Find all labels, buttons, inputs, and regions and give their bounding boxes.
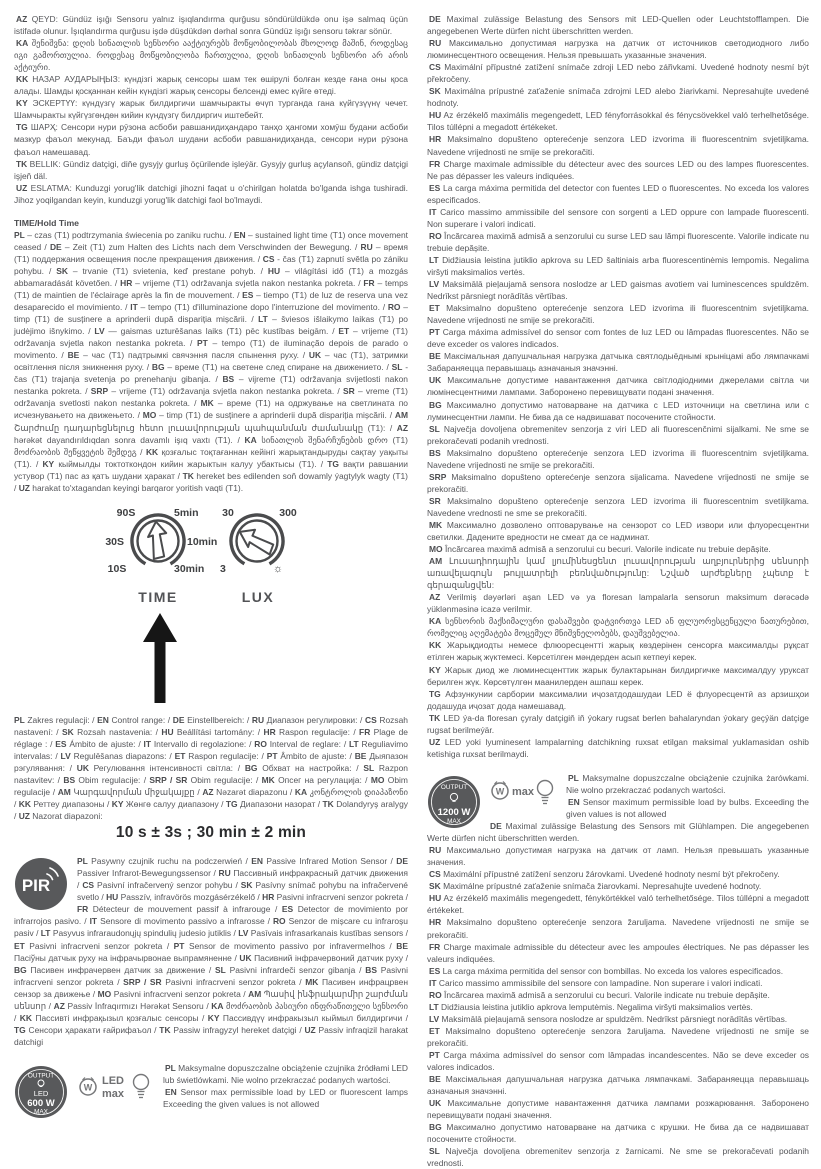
lang-paragraph-de: DE Maximal zulässige Belastung des Sensors mit LED-Quellen oder Leuchtstofflampen. Die angegebenen Werte dürfen nicht überschritten werden.: [427, 14, 809, 37]
lang-paragraph-uk: UK Максимальне допустиме навантаження датчика лампами розжарювання. Заборонено перевищувати подані значення.: [427, 1098, 809, 1121]
output-1200w-max-badge: [427, 775, 481, 829]
lang-paragraph-et: ET Maksimalno dopušteno opterećenje senzora LED izvorima ili fluorescentnim svjetiljkama. Navedene vrijednosti ne smije se prekoračiti.: [427, 303, 809, 326]
time-dial-caption: TIME: [138, 588, 178, 605]
time-dial-drawing: [126, 509, 190, 573]
lang-paragraph-it: IT Carico massimo ammissibile del sensore con sorgenti a LED oppure con lampade fluorescenti. Non superare i valori indicati.: [427, 206, 809, 229]
lang-paragraph-de: DE Maximal zulässige Belastung des Sensors mit Glühlampen. Die angegebenen Werte dürfen nicht überschritten werden.: [427, 821, 809, 844]
led-text: LED: [102, 1074, 124, 1087]
lang-paragraph-srp: SRP Maksimalno dopušteno opterećenje senzora sijalicama. Navedene vrijednosti ne smije se prekoračiti.: [427, 471, 809, 494]
lang-paragraph-uz: UZ ESLATMA: Kunduzgi yorug'lik datchigi jihozni faqat u o'chirilgan holatda bo'lganda ishga tushiradi. Jihoz yoqilgandan keyin, kunduzgi yorug'lik datchigi faol bo'lmaydi.: [14, 182, 408, 205]
lang-paragraph-lt: LT Didžiausia leistina jutiklio apkrova su LED šaltiniais arba fluorescentinėmis lempomis. Negalima viršyti maksimalios vertės.: [427, 254, 809, 277]
pir-icon-label: PIR: [21, 876, 51, 896]
lang-paragraph-tk: TK BELLIK: Gündiz datçigi, diňe gysyjy gurluş öçürilende işleýär. Gysyjy gurluş açylansoň, gündiz datçigi işjeň däl.: [14, 158, 408, 181]
lang-paragraph-ka: KA სენსორის მაქსიმალური დასაშვები დატვირთვა LED ან ფლუორესცენცული ნათურებით, რომელიც აღემატება მოცემულ მნიშვნელობებს, დაუშვებელია.: [427, 616, 809, 639]
right-column: [427, 13, 809, 1169]
lang-paragraph-ru: RU Максимально допустимая нагрузка на датчик от источников светодиодного либо люминесцентного освещения. Нельзя превышать указанные значения.: [427, 38, 809, 61]
lang-paragraph-et: ET Maksimalno dopušteno opterećenje senzora žaruljama. Navedene vrijednosti ne smije se prekoračiti.: [427, 1025, 809, 1048]
lux-dial-label-300: 300: [279, 506, 297, 519]
badge-output-text: OUTPUT: [27, 1072, 55, 1080]
lang-paragraph-pl: PL Maksymalne dopuszczalne obciążenie czujnika żarówkami. Nie wolno przekraczać podanych wartości.: [566, 772, 809, 795]
lang-paragraph-bg: BG Максимално допустимо натоварване на датчика с LED източници на светлина или с луминесцентни лампи. Не бива да се надвишават посочените стойности.: [427, 399, 809, 422]
lang-paragraph-en: EN Sensor maximum permissible load by bulbs. Exceeding the given values is not allowed: [566, 797, 809, 820]
lang-paragraph-kk: KK Жарықдиодты немесе флюоресцентті жарық көздерінен сенсорға максималды рұқсат етілген жарық жүктемесі. Көрсетілген мәндерден асып кетпеуі керек.: [427, 640, 809, 663]
watt-circle-glyph: W: [495, 786, 505, 797]
lang-paragraph-ro: RO Încărcarea maximă admisă a senzorului cu becuri. Valorile indicate nu trebuie depășite.: [429, 989, 770, 1000]
lang-paragraph-kk: KK НАЗАР АУДАРЫҢЫЗ: күндізгі жарық сенсоры шам тек өшірулі болған кезде ғана оны қоса алады. Шамды қосқаннан кейін күндізгі жарық сенсоры белсенді емес күйге өтеді.: [14, 74, 408, 97]
lang-paragraph-ru: RU Максимально допустимая нагрузка на датчик от ламп. Нельзя превышать указанные значения.: [427, 845, 809, 868]
bulb-max-wattage-symbol: [491, 778, 557, 813]
control-range-value: 10 s ± 3s ; 30 min ± 2 min: [115, 824, 307, 842]
time-dial-label-5min: 5min: [174, 506, 199, 519]
daylight-sensor-notes: [14, 13, 408, 206]
incandescent-bulb-icon: [538, 780, 553, 795]
lux-dial-label-3: 3: [220, 562, 226, 575]
lang-paragraph-sl: SL Največja dovoljena obremenitev senzorja z viri LED ali fluorescenčnimi sijalkami. Ne sme se prekoračevati podanih vrednosti.: [427, 423, 809, 446]
left-column: [14, 13, 408, 1169]
lang-paragraph-sk: SK Maximálne prípustné zaťaženie snímača žiarovkami. Nepresahujte uvedené hodnoty.: [429, 881, 762, 892]
lang-paragraph-ky: KY Жарык диод же люминесценттик жарык булактарынан билдиргичке максималдуу уруксат берилген жүк. Көрсөтүлгөн маанилерден ашпаш керек.: [427, 664, 809, 687]
lang-paragraph-lv: LV Maksimālā pieļaujamā sensora noslodze ar spuldzēm. Nedrīkst pārsniegt norādītās vērtības.: [429, 1013, 788, 1024]
led-load-text: [14, 1062, 408, 1110]
lang-paragraph-pt: PT Carga máxima admissível do sensor com lâmpadas incandescentes. Não se deve exceder os valores indicados.: [427, 1049, 809, 1073]
badge-600w-text: 600 W: [27, 1097, 55, 1109]
lang-paragraph-sl: SL Največja dovoljena obremenitev senzorja z žarnicami. Ne sme se prekoračevati podanih vrednosti.: [427, 1146, 809, 1169]
lang-paragraph-en: EN Sensor max permissible load by LED or fluorescent lamps Exceeding the given values is not allowed: [163, 1087, 408, 1110]
pir-section: [14, 855, 408, 1048]
lang-paragraph-uk: UK Максимальне допустиме навантаження датчика світлодіодними джерелами світла чи люмінесцентними лампами. Заборонено перевищувати подані значення.: [427, 375, 809, 398]
lang-paragraph-pl: PL Maksymalne dopuszczalne obciążenie czujnika źródłami LED lub świetlówkami. Nie wolno przekraczać podanych wartości.: [163, 1062, 408, 1085]
lang-paragraph-bg: BG Максимално допустимо натоварване на датчика с крушки. Не бива да се надвишават посочените стойности.: [427, 1122, 809, 1145]
led-load-section: [14, 1062, 408, 1116]
lang-paragraph-tg: TG Афзункунии сарбории максималии иҷозатдодашудаи LED ё флуоресцентӣ аз арзишҳои додашуда иҷозат дода намешавад.: [427, 688, 809, 711]
led-max-wattage-symbol: [78, 1068, 154, 1111]
time-heading-text: TIME/Hold Time: [14, 217, 79, 228]
lang-paragraph-sk: SK Maximálna prípustné zaťaženie snímača zdrojmi LED alebo žiarivkami. Nepresahujte uvedené hodnoty.: [427, 86, 809, 109]
time-dial-label-30min: 30min: [174, 562, 205, 575]
lang-paragraph-es: ES La carga máxima permitida del sensor con bombillas. No exceda los valores especificados.: [429, 965, 784, 976]
lang-paragraph-fr: FR Charge maximale admissible du détecteur avec des sources LED ou des lampes fluorescentes. Ne pas dépasser les valeurs indiquées.: [427, 158, 809, 181]
time-section-heading: [14, 217, 408, 229]
output-led-600w-max-badge: [14, 1065, 68, 1119]
pir-sensor-icon: [14, 857, 68, 911]
lang-paragraph-hu: HU Az érzékelő maximális megengedett, fénykörtékkel való terhelhetősége. Tilos túllépni a megadott értékeket.: [427, 893, 809, 916]
lang-paragraph-hr: HR Maksimalno dopušteno opterećenje senzora žaruljama. Navedene vrijednosti ne smije se prekoračiti.: [427, 917, 809, 940]
time-dial-label-30s: 30S: [105, 535, 124, 548]
lux-dial-drawing: [225, 509, 289, 573]
badge-max-text: MAX: [34, 1108, 48, 1116]
lang-paragraph-lv: LV Maksimālā pieļaujamā sensora noslodze ar LED gaismas avotiem vai luminescences spuldzēm. Nedrīkst pārsniegt norādītās vērtības.: [427, 279, 809, 302]
pir-definitions-paragraph: PL Pasywny czujnik ruchu na podczerwień / EN Passive Infrared Motion Sensor / DE Passiver Infrarot-Bewegungssensor / RU Пассивный инфракрасный датчик движения / CS Pasivní infračervený senzor pohybu / SK Pasívny snímač pohybu na infračervené svetlo / HU Passzív, infravörös mozgásérzékelő / HR Pasivni infracrveni senzor pokreta / FR Détecteur de mouvement passif à infrarouge / ES Detector de movimiento por infrarrojos pasivo. / IT Sensore di movimento passivo a infrarosse / RO Senzor de mișcare cu infraroșu pasiv / LT Pasyvus infraraudonųjų spindulių judesio jutiklis / LV Pasīvais infrasarkanais kustības sensors / ET Pasivni infracrveni senzor pokreta / PT Sensor de movimento passivo por infravermelhos / BE Пасіўны датчык руху на інфрачырвонае выпрамяненне / UK Пасивний інфрачервоний датчик руху / BG Пасивен инфрачервен датчик за движение / SL Pasivni infrardeči senzor gibanja / BS Pasivni infracrveni senzor pokreta / SRP / SR Pasivni infracrveni senzor pokreta / MK Пасивен инфрацрвен сензор за движење / MO Pasivni infracrveni senzor pokreta / AM Պասիվ ինֆրակարմիր շարժման սենսոր / AZ Passiv İnfraqırmızı Hərəkət Sensoru / KA მოძრაობის პასიური ინფრაწითელი სენსორი / KK Пассивті инфрақызыл қозғалыс сенсоры / KY Пассивдүү инфракызыл кыймыл билдиргичи / TG Сенсори ҳаракати ғайрифаъол / TK Passiw infragyzyl hereket datçigi / UZ Passiv infraqizil harakat datchigi: [14, 856, 408, 1047]
lang-paragraph-tg: TG ШАРҲ: Сенсори нури рӯзона асбоби равшанидиҳандаро танҳо ҳангоми хомӯш будани асбоби мазкур фаъол мекунад. Баъди фаъол шудани асбоби равшанидиҳанда, сенсори нури рӯзона фаъол намешавад.: [14, 122, 408, 157]
max-text: max: [512, 785, 535, 798]
max-text: max: [102, 1087, 125, 1100]
lang-paragraph-cs: CS Maximální přípustné zatížení snímače zdroji LED nebo zářivkami. Uvedené hodnoty nesmí být překročeny.: [427, 62, 809, 85]
time-dial-knob: [126, 509, 190, 573]
time-dial-label-10s: 10S: [107, 562, 127, 575]
sun-icon: ☼: [272, 562, 284, 575]
lang-paragraph-az: AZ QEYD: Gündüz işığı Sensoru yalnız işıqlandırma qurğusu söndürüldükdə onu işə salmaq üçün istifadə olunur. İşıqlandırma qurğusu işdə düşdükdən dərhal sonra Gündüz işığı sensoru təkrar sönür.: [14, 14, 408, 37]
lang-paragraph-ro: RO Încărcarea maximă admisă a senzorului cu surse LED sau lămpi fluorescente. Valorile indicate nu trebuie depășite.: [427, 230, 809, 253]
lang-paragraph-sr: SR Maksimalno dopušteno opterećenje senzora LED izvorima ili fluorescentnim svetiljkama. Navedene vrednosti ne sme se prekoračiti.: [427, 495, 809, 518]
lang-paragraph-ka: KA შენიშვნა: დღის სინათლის სენსორი ააქტიურებს მოწყობილობას მხოლოდ მაშინ, როდესაც იგი გამორთულია. როდესაც მოწყობილობა ჩართულია, დღის სინათლის სენსორი არ არის აქტიური.: [14, 38, 408, 73]
lang-paragraph-bs: BS Maksimalno dopušteno opterećenje senzora LED izvorima ili fluorescentnim svjetiljkama. Navedene vrijednosti ne smije se prekoračiti.: [427, 447, 809, 470]
lang-paragraph-lt: LT Didžiausia leistina jutiklio apkrova lemputėmis. Negalima viršyti maksimalios vertės.: [429, 1001, 753, 1012]
badge-max-text: MAX: [447, 817, 461, 825]
bulb-load-section: [427, 772, 809, 1169]
lang-paragraph-az: AZ Verilmiş dəyərləri aşan LED və ya floresan lampalarla sensorun maksimum dərəcədə yüklənməsinə icazə verilmir.: [427, 592, 809, 615]
lang-paragraph-tk: TK LED ýa-da floresan çyraly datçigiň iň ýokary rugsat berlen bahalaryndan ýokary geçýän datçige rugsat berilmeýär.: [427, 712, 809, 735]
control-range-paragraph: PL Zakres regulacji: / EN Control range: / DE Einstellbereich: / RU Диапазон регулировки: / CS Rozsah nastavení: / SK Rozsah nastavenia: / HU Beállítási tartomány: / HR Raspon regulacije: / FR Plage de réglage : / ES Ámbito de ajuste: / IT Intervallo di regolazione: / RO Interval de reglare: / LT Reguliavimo intervalas: / LV Regulēšanas diapazons: / ET Raspon regulacije: / PT Âmbito de ajuste: / BE Дыяпазон рэгулявання: / UK Регулювання інтенсивності світла: / BG Обхват на настройка: / SL Razpon nastavitev: / BS Obim regulacije: / SRP / SR Obim regulacije: / MK Опсег на регулација: / MO Obim regulacije / AM Կարգավորման միջակայքը / AZ Nəzarət diapazonu / KA კონტროლის დიაპაზონი / KK Реттеу диапазоны / KY Жөнгө салуу диапазону / TG Диапазони назорат / TK Dolandyryş aralygy / UZ Nazorat diapazoni:: [14, 714, 408, 822]
lang-paragraph-pt: PT Carga máxima admissível do sensor com fontes de luz LED ou lâmpadas fluorescentes. Não se deve exceder os valores indicados.: [427, 327, 809, 350]
lux-dial-caption: LUX: [241, 588, 275, 605]
time-definitions-paragraph: PL – czas (T1) podtrzymania świecenia po zaniku ruchu. / EN – sustained light time (T1) once movement ceased / DE – Zeit (T1) zum Halten des Lichts nach dem Verschwinden der Bewegung. / RU – время (T1) поддержания освещения после прекращения движения. / CS - čas (T1) zapnutí světla po zániku pohybu. / SK – trvanie (T1) svietenia, keď prestane pohyb. / HU – világítási idő (T1) a mozgás abbamaradását követően. / HR – vrijeme (T1) održavanja svjetla nakon nestanka pokreta. / FR – temps (T1) de maintien de l'éclairage après la fin de mouvement. / ES – tiempo (T1) de luz de reserva una vez desaparecido el movimiento. / IT – tempo (T1) d'illuminazione dopo l'interruzione del movimento. / RO – timp (T1) de susținere a aprinderii după dispariția mișcării. / LT – šviesos išlaikymo laikas (T1) po judėjimo išnykimo. / LV — gaismas uzturēšanas laiks (T1) pēc kustības beigām. / ET – vrijeme (T1) održavanja svjetla nakon nestanka pokreta. / PT – tempo (T1) de iluminação depois de parado o movimento. / BE – час (T1) падтрымкі свячэння пасля спынення руху. / UK – час (T1), затримки освітлення після зникнення руху. / BG – време (T1) на светене след спиране на движението. / SL - čas (T1) trajanja svetenja po prenehanju gibanja. / BS – vijreme (T1) održavanja svijetlosti nakon nestanka pokreta. / SRP – vrijeme (T1) održavanja svjetla nakon nestanka pokreta. / SR – vreme (T1) održavanja svetlosti nakon nestanka pokreta. / MK – време (T1) на одржување на светлината по исчезнувањето на движењето. / MO – timp (T1) de susținere a aprinderii după dispariția mișcării. / AM Շարժումը դադարեցնելուց հետո լուսավորության պահպանման ժամանակը (T1): / AZ hərəkət dayandırıldıqdan sonra davamlı işıq vaxtı (T1). / KA სინათლის შენარჩუნების დრო (T1) მოძრაობის შეწყვეტის შემდეგ / KK қозғалыс тоқтағаннан кейінгі жарықтандыруды сақтау уақыты (T1). / KY кыймылды токтоткондон кийин жарыктын калуу убактысы (T1). / TG вақти равшании устувор (T1) пас аз қатъ шудани ҳаракат / TK hereket bes edilenden soň dowamly ýagtylyk wagty (T1) / UZ harakat to'xtagandan keyingi barqaror yoritish vaqti (T1).: [14, 229, 408, 493]
badge-led-text: LED: [33, 1088, 49, 1098]
time-dial-label-10min: 10min: [187, 535, 218, 548]
watt-circle-glyph: W: [83, 1082, 93, 1093]
time-dial-label-90s: 90S: [116, 506, 136, 519]
led-load-translations: [427, 13, 809, 760]
lang-paragraph-am: AM Լուսադիոդային կամ լյումինեսցենտ լուսավորության աղբյուրներից սենսորի առավելագույն թույլատրելի բեռնվածությունը: Նշված արժեքները չպետք է գերազանցվեն:: [427, 556, 809, 591]
lang-paragraph-mo: MO Încărcarea maximă admisă a senzorului cu becuri. Valorile indicate nu trebuie depășite.: [429, 544, 771, 555]
lang-paragraph-hu: HU Az érzékelő maximális megengedett, LED fényforrásokkal és fénycsövekkel való terhelhetősége. Tilos túllépni a megadott értékeket.: [427, 110, 809, 133]
lang-paragraph-es: ES La carga máxima permitida del detector con fuentes LED o fluorescentes. No exceda los valores especificados.: [427, 182, 809, 205]
lang-paragraph-mk: MK Максимално дозволено оптоварување на сензорот со LED извори или флуоресцентни светилки. Дадените вредности не смеат да се надминат.: [427, 519, 809, 543]
lang-paragraph-be: BE Максімальная дапушчальная нагрузка датчыка лямпачкамі. Забараняецца перавышаць азначаныя значэнні.: [427, 1074, 809, 1097]
fluorescent-bulb-icon: [134, 1074, 149, 1089]
lux-dial-label-30: 30: [222, 506, 234, 519]
badge-output-text: OUTPUT: [440, 783, 468, 791]
dial-figure: [14, 507, 408, 713]
lang-paragraph-fr: FR Charge maximale admissible du détecteur avec les ampoules électriques. Ne pas dépasser les valeurs indiquées.: [427, 941, 809, 964]
lang-paragraph-hr: HR Maksimalno dopušteno opterećenje senzora LED izvorima ili fluorescentnim svjetiljkama. Navedene vrijednosti ne smije se prekoračiti.: [427, 134, 809, 157]
up-arrow-icon: [143, 613, 177, 708]
lang-paragraph-be: BE Максімальная дапушчальная нагрузка датчыка святлодыёднымі крыніцамі або лямпачкамі Забараняецца перавышаць азначаныя значэнні.: [427, 351, 809, 374]
lang-paragraph-uz: UZ LED yoki lyuminesent lampalarning datchikning ruxsat etilgan maksimal yuklamasidan oshib ketishiga ruxsat berilmaydi.: [427, 736, 809, 759]
lang-paragraph-ky: KY ЭСКЕРТҮҮ: күндүзгү жарык билдиргичи шамчыракты өчүп турганда гана күйгүзүүнү чечет. Шамчыракты күйгүзгөндөн кийин күндүзгү билдиргич иштебейт.: [14, 98, 408, 121]
lang-paragraph-cs: CS Maximální přípustné zatížení senzoru žárovkami. Uvedené hodnoty nesmí být překročeny.: [429, 869, 780, 880]
lux-dial-knob: [225, 509, 289, 573]
bulb-load-translations: [427, 772, 809, 1169]
lang-paragraph-it: IT Carico massimo ammissibile del sensore con lampadine. Non superare i valori indicati.: [429, 977, 763, 988]
badge-1200w-text: 1200 W: [437, 806, 471, 818]
